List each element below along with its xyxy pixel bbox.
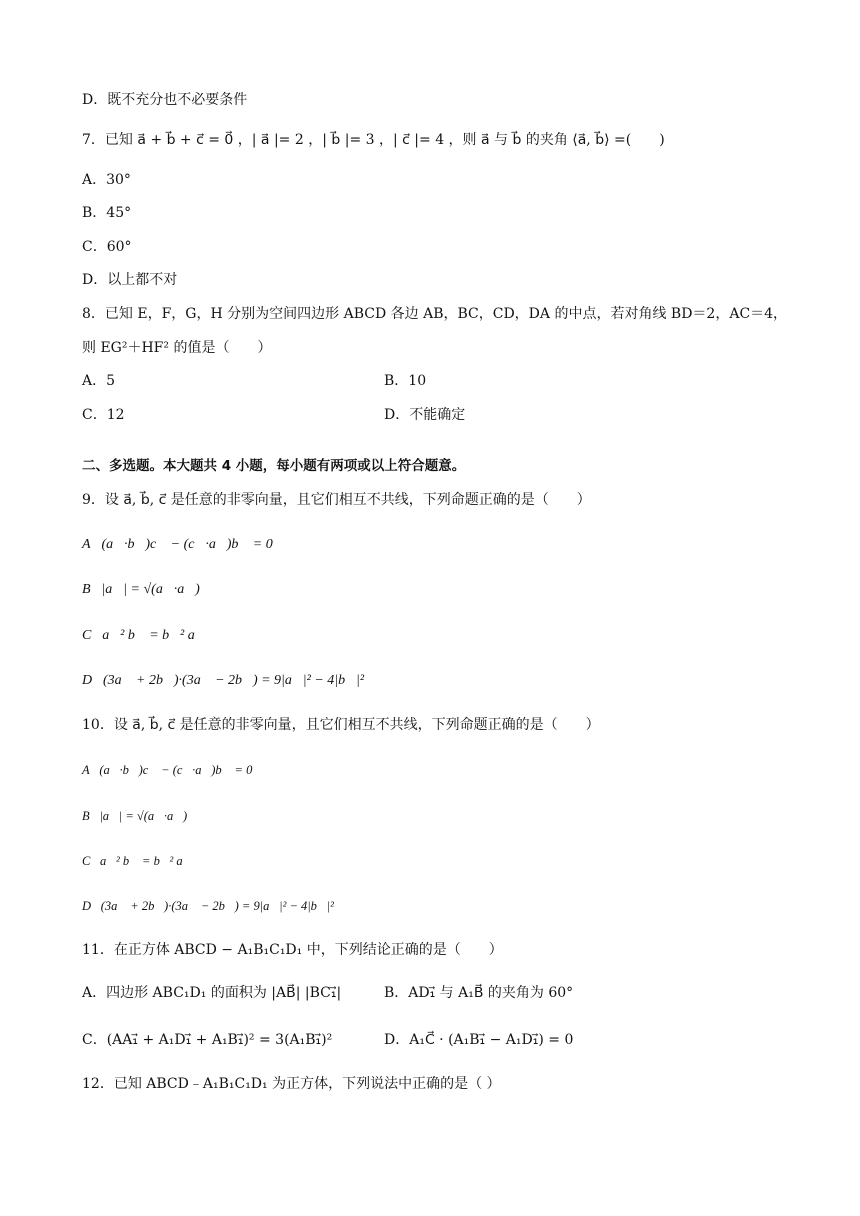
text-line: C．(AA₁⃗ + A₁D₁⃗ + A₁B₁⃗)² = 3(A₁B₁⃗)² (82, 1032, 333, 1048)
text-line: 12．已知 ABCD﹣A₁B₁C₁D₁ 为正方体，下列说法中正确的是（ ） (82, 1076, 501, 1092)
section-heading: 二、多选题。本大题共 4 小题，每小题有两项或以上符合题意。 (82, 458, 466, 474)
text-line: B．|a⃗| = √(a⃗·a⃗) (82, 582, 200, 597)
text-line: C．a⃗² b⃗ = b⃗² a⃗ (82, 854, 193, 868)
text-line: 8．已知 E，F，G，H 分别为空间四边形 ABCD 各边 AB，BC，CD，DA 的中点，若对角线 BD＝2，AC＝4， (82, 306, 788, 322)
text-line: B．AD₁⃗ 与 A₁B⃗ 的夹角为 60° (384, 985, 574, 1001)
text-line: D．(3a⃗ + 2b⃗)·(3a⃗ − 2b⃗) = 9|a⃗|² − 4|b⃗|² (82, 673, 365, 688)
text-line: D．不能确定 (384, 407, 466, 423)
text-line: B．45° (82, 205, 132, 221)
text-line: D．A₁C⃗ · (A₁B₁⃗ − A₁D₁⃗) = 0 (384, 1032, 574, 1048)
text-line: D．(3a⃗ + 2b⃗)·(3a⃗ − 2b⃗) = 9|a⃗|² − 4|b⃗|² (82, 899, 334, 913)
text-line: A．30° (82, 172, 131, 188)
text-line: D．既不充分也不必要条件 (82, 92, 248, 108)
text-line: C．60° (82, 239, 132, 255)
text-line: D．以上都不对 (82, 272, 178, 288)
text-line: 10．设 a⃗, b⃗, c⃗ 是任意的非零向量，且它们相互不共线，下列命题正确的是（ ） (82, 717, 600, 733)
text-line: 9．设 a⃗, b⃗, c⃗ 是任意的非零向量，且它们相互不共线，下列命题正确的是（ ） (82, 492, 591, 508)
text-line: C．a⃗² b⃗ = b⃗² a⃗ (82, 628, 206, 643)
text-line: A．(a⃗·b⃗)c⃗ − (c⃗·a⃗)b⃗ = 0 (82, 763, 253, 777)
text-line: 7．已知 a⃗ + b⃗ + c⃗ = 0⃗ ，| a⃗ |= 2 ，| b⃗ |= 3 ，| c⃗ |= 4 ，则 a⃗ 与 b⃗ 的夹角 ⟨a⃗, b⃗⟩ =( ) (82, 132, 665, 148)
text-line: A．(a⃗·b⃗)c⃗ − (c⃗·a⃗)b⃗ = 0 (82, 537, 273, 552)
text-line: C．12 (82, 407, 125, 423)
text-line: B．10 (384, 373, 427, 389)
text-line: B．|a⃗| = √(a⃗·a⃗) (82, 809, 188, 823)
text-line: 则 EG²＋HF² 的值是（ ） (82, 340, 272, 356)
text-line: A．四边形 ABC₁D₁ 的面积为 |AB⃗| |BC₁⃗| (82, 985, 342, 1001)
text-line: A．5 (82, 373, 116, 389)
text-line: 11．在正方体 ABCD − A₁B₁C₁D₁ 中，下列结论正确的是（ ） (82, 942, 503, 958)
